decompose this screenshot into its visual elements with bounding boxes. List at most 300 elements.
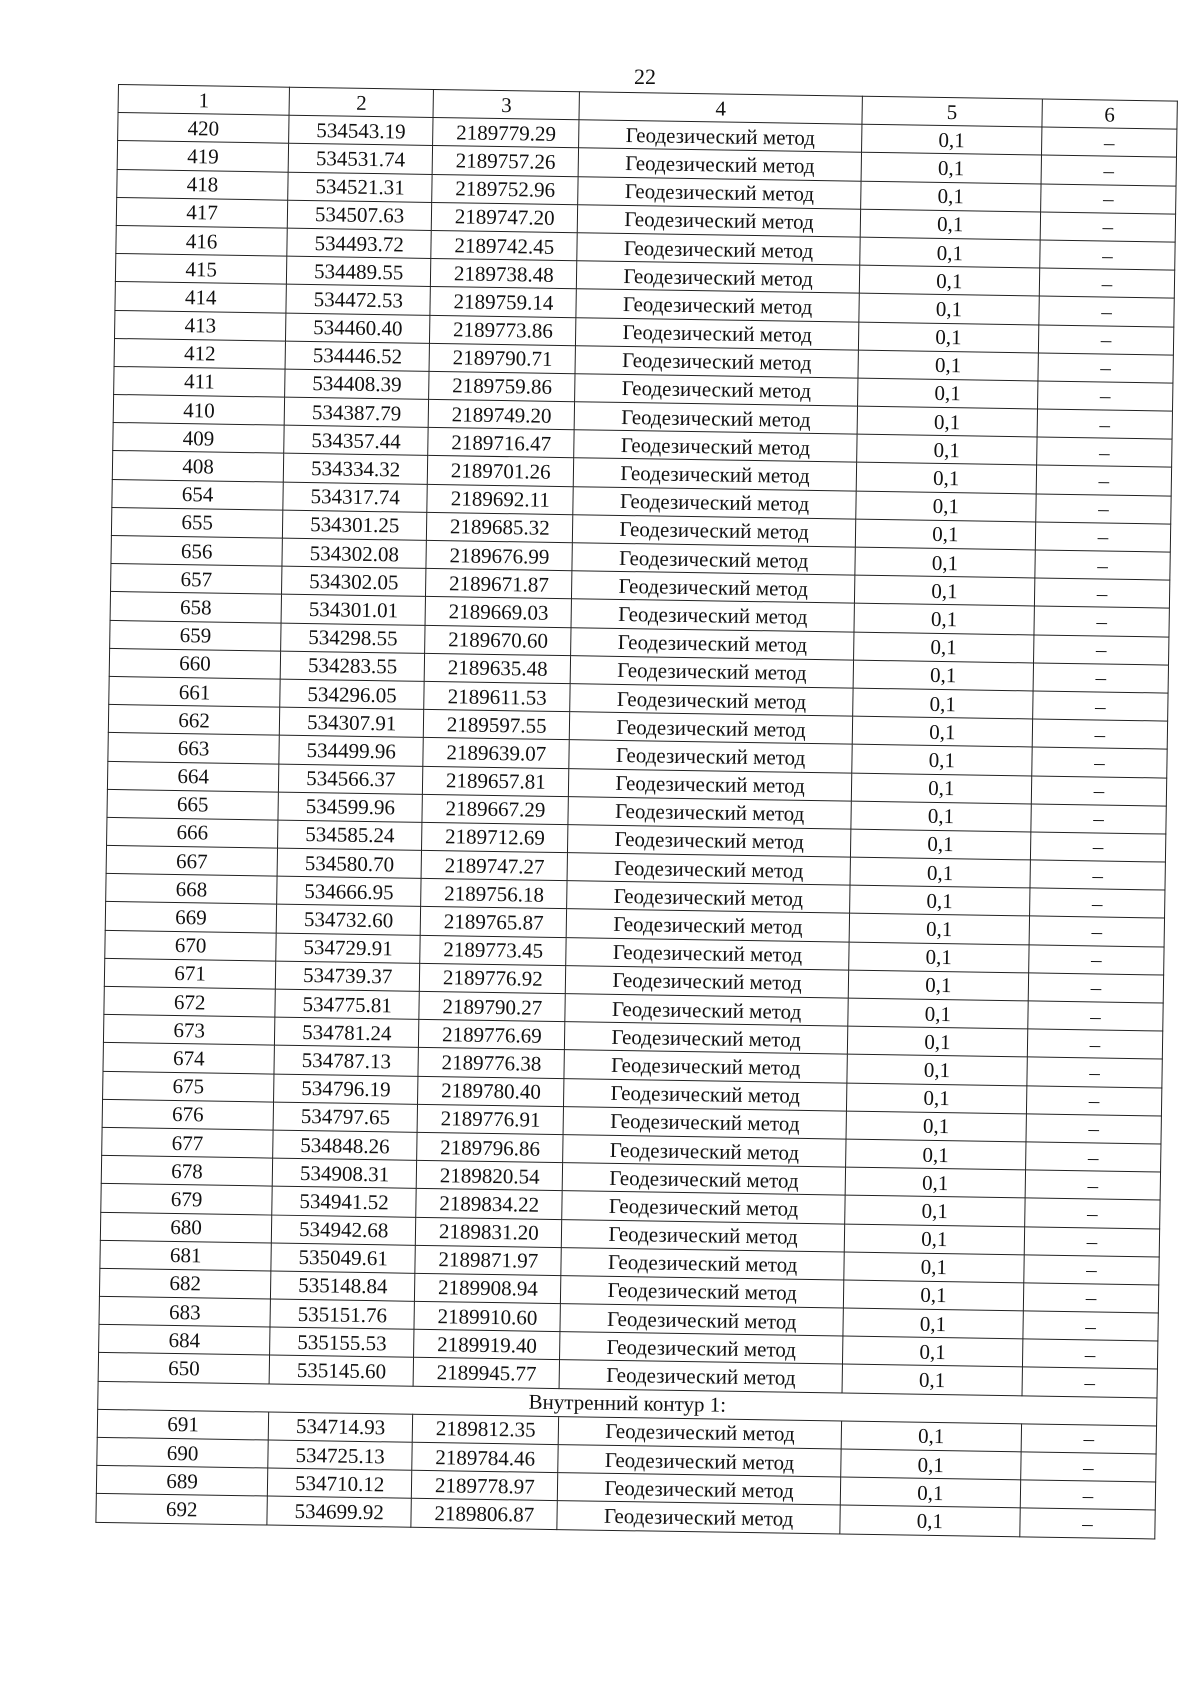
cell-note: – bbox=[1033, 691, 1168, 721]
cell-x-coordinate: 534408.39 bbox=[285, 369, 429, 399]
cell-note: – bbox=[1024, 1255, 1159, 1285]
cell-point-number: 656 bbox=[111, 535, 283, 566]
cell-x-coordinate: 534317.74 bbox=[283, 482, 427, 512]
cell-x-coordinate: 534729.91 bbox=[276, 933, 420, 963]
main-contour-rows bbox=[98, 113, 1177, 1398]
cell-accuracy: 0,1 bbox=[850, 829, 1031, 860]
cell-point-number: 418 bbox=[117, 169, 289, 200]
cell-accuracy: 0,1 bbox=[843, 1280, 1024, 1311]
cell-point-number: 677 bbox=[102, 1127, 274, 1158]
cell-note: – bbox=[1021, 1452, 1156, 1482]
column-header: 4 bbox=[579, 92, 862, 125]
cell-note: – bbox=[1027, 1029, 1162, 1059]
cell-y-coordinate: 2189759.14 bbox=[430, 287, 577, 317]
cell-x-coordinate: 534797.65 bbox=[273, 1102, 417, 1132]
cell-x-coordinate: 534298.55 bbox=[281, 623, 425, 653]
cell-x-coordinate: 534710.12 bbox=[268, 1468, 412, 1498]
cell-y-coordinate: 2189871.97 bbox=[415, 1245, 562, 1275]
cell-accuracy: 0,1 bbox=[860, 181, 1041, 212]
cell-method: Геодезический метод bbox=[575, 374, 858, 407]
cell-y-coordinate: 2189701.26 bbox=[427, 456, 574, 486]
cell-point-number: 419 bbox=[117, 141, 289, 172]
cell-accuracy: 0,1 bbox=[852, 688, 1033, 719]
cell-accuracy: 0,1 bbox=[857, 378, 1038, 409]
cell-accuracy: 0,1 bbox=[853, 632, 1034, 663]
cell-note: – bbox=[1039, 268, 1174, 298]
cell-accuracy: 0,1 bbox=[842, 1364, 1023, 1395]
cell-method: Геодезический метод bbox=[571, 627, 854, 660]
cell-note: – bbox=[1042, 127, 1177, 157]
cell-note: – bbox=[1034, 635, 1169, 665]
cell-note: – bbox=[1036, 465, 1171, 495]
cell-accuracy: 0,1 bbox=[860, 209, 1041, 240]
cell-y-coordinate: 2189776.38 bbox=[418, 1048, 565, 1078]
cell-note: – bbox=[1035, 522, 1170, 552]
cell-y-coordinate: 2189945.77 bbox=[413, 1358, 560, 1388]
cell-accuracy: 0,1 bbox=[848, 970, 1029, 1001]
cell-x-coordinate: 534472.53 bbox=[286, 284, 430, 314]
cell-method: Геодезический метод bbox=[576, 317, 859, 350]
cell-y-coordinate: 2189776.92 bbox=[419, 963, 566, 993]
cell-x-coordinate: 534714.93 bbox=[268, 1412, 412, 1442]
cell-note: – bbox=[1032, 719, 1167, 749]
cell-method: Геодезический метод bbox=[562, 1219, 845, 1252]
cell-note: – bbox=[1040, 240, 1175, 270]
cell-method: Геодезический метод bbox=[564, 1050, 847, 1083]
cell-method: Геодезический метод bbox=[575, 345, 858, 378]
cell-accuracy: 0,1 bbox=[856, 463, 1037, 494]
cell-method: Геодезический метод bbox=[560, 1360, 843, 1393]
cell-y-coordinate: 2189657.81 bbox=[423, 766, 570, 796]
cell-method: Геодезический метод bbox=[579, 120, 862, 153]
cell-note: – bbox=[1024, 1226, 1159, 1256]
cell-accuracy: 0,1 bbox=[844, 1252, 1025, 1283]
cell-note: – bbox=[1034, 578, 1169, 608]
cell-point-number: 670 bbox=[105, 930, 277, 961]
cell-accuracy: 0,1 bbox=[840, 1505, 1021, 1536]
cell-point-number: 658 bbox=[110, 592, 282, 623]
cell-y-coordinate: 2189773.45 bbox=[420, 935, 567, 965]
cell-point-number: 662 bbox=[108, 705, 280, 736]
cell-y-coordinate: 2189834.22 bbox=[416, 1189, 563, 1219]
cell-method: Геодезический метод bbox=[573, 486, 856, 519]
cell-x-coordinate: 534301.25 bbox=[283, 510, 427, 540]
cell-point-number: 409 bbox=[113, 423, 285, 454]
cell-point-number: 674 bbox=[103, 1043, 275, 1074]
cell-accuracy: 0,1 bbox=[840, 1449, 1021, 1480]
cell-note: – bbox=[1035, 550, 1170, 580]
cell-x-coordinate: 534666.95 bbox=[277, 876, 421, 906]
cell-note: – bbox=[1020, 1480, 1155, 1510]
cell-method: Геодезический метод bbox=[565, 994, 848, 1027]
cell-x-coordinate: 534775.81 bbox=[275, 989, 419, 1019]
cell-note: – bbox=[1022, 1367, 1157, 1397]
cell-accuracy: 0,1 bbox=[851, 801, 1032, 832]
cell-method: Геодезический метод bbox=[564, 1078, 847, 1111]
cell-point-number: 675 bbox=[103, 1071, 275, 1102]
cell-accuracy: 0,1 bbox=[859, 265, 1040, 296]
column-header: 2 bbox=[289, 87, 433, 117]
cell-method: Геодезический метод bbox=[563, 1106, 846, 1139]
cell-accuracy: 0,1 bbox=[843, 1308, 1024, 1339]
cell-point-number: 692 bbox=[96, 1494, 268, 1525]
cell-accuracy: 0,1 bbox=[855, 519, 1036, 550]
cell-x-coordinate: 534302.08 bbox=[282, 538, 426, 568]
cell-x-coordinate: 534732.60 bbox=[276, 905, 420, 935]
cell-point-number: 684 bbox=[99, 1325, 271, 1356]
cell-method: Геодезический метод bbox=[574, 430, 857, 463]
cell-note: – bbox=[1020, 1508, 1155, 1538]
cell-point-number: 668 bbox=[106, 874, 278, 905]
cell-method: Геодезический метод bbox=[578, 176, 861, 209]
cell-note: – bbox=[1026, 1114, 1161, 1144]
cell-x-coordinate: 534296.05 bbox=[280, 679, 424, 709]
cell-x-coordinate: 534307.91 bbox=[279, 707, 423, 737]
cell-point-number: 691 bbox=[97, 1409, 269, 1440]
cell-accuracy: 0,1 bbox=[848, 942, 1029, 973]
cell-point-number: 663 bbox=[108, 733, 280, 764]
cell-note: – bbox=[1037, 437, 1172, 467]
cell-y-coordinate: 2189778.97 bbox=[412, 1470, 559, 1500]
cell-point-number: 689 bbox=[96, 1466, 268, 1497]
cell-point-number: 672 bbox=[104, 986, 276, 1017]
cell-method: Геодезический метод bbox=[572, 571, 855, 604]
cell-x-coordinate: 534387.79 bbox=[284, 397, 428, 427]
cell-note: – bbox=[1022, 1339, 1157, 1369]
cell-method: Геодезический метод bbox=[562, 1191, 845, 1224]
cell-method: Геодезический метод bbox=[569, 768, 852, 801]
cell-y-coordinate: 2189780.40 bbox=[418, 1076, 565, 1106]
cell-y-coordinate: 2189752.96 bbox=[432, 174, 579, 204]
cell-method: Геодезический метод bbox=[566, 937, 849, 970]
cell-note: – bbox=[1023, 1283, 1158, 1313]
cell-point-number: 650 bbox=[98, 1353, 270, 1384]
cell-note: – bbox=[1039, 296, 1174, 326]
cell-note: – bbox=[1028, 1001, 1163, 1031]
cell-method: Геодезический метод bbox=[567, 853, 850, 886]
cell-x-coordinate: 535148.84 bbox=[271, 1271, 415, 1301]
cell-x-coordinate: 535151.76 bbox=[270, 1299, 414, 1329]
cell-note: – bbox=[1031, 804, 1166, 834]
cell-accuracy: 0,1 bbox=[856, 491, 1037, 522]
cell-y-coordinate: 2189685.32 bbox=[427, 512, 574, 542]
cell-accuracy: 0,1 bbox=[851, 773, 1032, 804]
cell-y-coordinate: 2189611.53 bbox=[424, 681, 571, 711]
cell-y-coordinate: 2189639.07 bbox=[423, 738, 570, 768]
cell-x-coordinate: 534493.72 bbox=[287, 228, 431, 258]
cell-point-number: 681 bbox=[100, 1240, 272, 1271]
cell-x-coordinate: 534460.40 bbox=[286, 313, 430, 343]
cell-y-coordinate: 2189919.40 bbox=[414, 1330, 561, 1360]
cell-x-coordinate: 534301.01 bbox=[281, 595, 425, 625]
cell-y-coordinate: 2189796.86 bbox=[417, 1132, 564, 1162]
cell-accuracy: 0,1 bbox=[846, 1083, 1027, 1114]
cell-accuracy: 0,1 bbox=[849, 885, 1030, 916]
cell-x-coordinate: 534585.24 bbox=[278, 820, 422, 850]
cell-x-coordinate: 534787.13 bbox=[274, 1045, 418, 1075]
cell-y-coordinate: 2189756.18 bbox=[421, 879, 568, 909]
cell-x-coordinate: 534796.19 bbox=[274, 1074, 418, 1104]
cell-y-coordinate: 2189597.55 bbox=[423, 710, 570, 740]
cell-point-number: 412 bbox=[114, 338, 286, 369]
cell-accuracy: 0,1 bbox=[861, 124, 1042, 155]
cell-method: Геодезический метод bbox=[569, 740, 852, 773]
cell-method: Геодезический метод bbox=[578, 204, 861, 237]
cell-method: Геодезический метод bbox=[558, 1445, 841, 1478]
cell-x-coordinate: 534283.55 bbox=[280, 651, 424, 681]
cell-point-number: 679 bbox=[101, 1184, 273, 1215]
cell-x-coordinate: 534302.05 bbox=[282, 566, 426, 596]
cell-accuracy: 0,1 bbox=[858, 350, 1039, 381]
cell-note: – bbox=[1026, 1085, 1161, 1115]
cell-y-coordinate: 2189716.47 bbox=[428, 428, 575, 458]
cell-method: Геодезический метод bbox=[563, 1163, 846, 1196]
cell-accuracy: 0,1 bbox=[849, 914, 1030, 945]
cell-y-coordinate: 2189776.69 bbox=[419, 1020, 566, 1050]
cell-y-coordinate: 2189749.20 bbox=[428, 399, 575, 429]
cell-method: Геодезический метод bbox=[570, 712, 853, 745]
cell-x-coordinate: 534908.31 bbox=[272, 1158, 416, 1188]
page-number: 22 bbox=[634, 64, 656, 89]
cell-point-number: 676 bbox=[102, 1099, 274, 1130]
cell-note: – bbox=[1028, 973, 1163, 1003]
cell-x-coordinate: 534942.68 bbox=[272, 1215, 416, 1245]
cell-y-coordinate: 2189910.60 bbox=[414, 1301, 561, 1331]
cell-accuracy: 0,1 bbox=[840, 1477, 1021, 1508]
cell-y-coordinate: 2189670.60 bbox=[425, 625, 572, 655]
cell-x-coordinate: 534334.32 bbox=[283, 454, 427, 484]
cell-note: – bbox=[1026, 1142, 1161, 1172]
cell-y-coordinate: 2189747.20 bbox=[431, 202, 578, 232]
cell-point-number: 657 bbox=[111, 564, 283, 595]
cell-y-coordinate: 2189790.27 bbox=[419, 991, 566, 1021]
column-header: 3 bbox=[433, 89, 580, 119]
cell-x-coordinate: 535145.60 bbox=[269, 1355, 413, 1385]
cell-note: – bbox=[1041, 184, 1176, 214]
cell-note: – bbox=[1038, 381, 1173, 411]
cell-point-number: 411 bbox=[114, 366, 286, 397]
cell-x-coordinate: 534599.96 bbox=[278, 792, 422, 822]
cell-method: Геодезический метод bbox=[577, 233, 860, 266]
cell-y-coordinate: 2189676.99 bbox=[426, 540, 573, 570]
cell-point-number: 420 bbox=[118, 113, 290, 144]
cell-note: – bbox=[1029, 945, 1164, 975]
cell-x-coordinate: 534489.55 bbox=[287, 256, 431, 286]
cell-accuracy: 0,1 bbox=[844, 1224, 1025, 1255]
cell-point-number: 667 bbox=[106, 845, 278, 876]
cell-x-coordinate: 534531.74 bbox=[288, 144, 432, 174]
inner-contour-rows bbox=[96, 1409, 1157, 1538]
cell-accuracy: 0,1 bbox=[844, 1195, 1025, 1226]
cell-point-number: 654 bbox=[112, 479, 284, 510]
cell-x-coordinate: 534739.37 bbox=[276, 961, 420, 991]
cell-point-number: 414 bbox=[115, 282, 287, 313]
cell-method: Геодезический метод bbox=[573, 515, 856, 548]
cell-y-coordinate: 2189671.87 bbox=[426, 569, 573, 599]
cell-note: – bbox=[1032, 747, 1167, 777]
cell-x-coordinate: 534499.96 bbox=[279, 735, 423, 765]
cell-y-coordinate: 2189747.27 bbox=[421, 850, 568, 880]
cell-method: Геодезический метод bbox=[561, 1275, 844, 1308]
cell-note: – bbox=[1036, 494, 1171, 524]
cell-x-coordinate: 534446.52 bbox=[285, 341, 429, 371]
cell-point-number: 683 bbox=[99, 1296, 271, 1327]
cell-method: Геодезический метод bbox=[561, 1247, 844, 1280]
cell-note: – bbox=[1037, 409, 1172, 439]
cell-point-number: 671 bbox=[104, 958, 276, 989]
cell-note: – bbox=[1021, 1424, 1156, 1454]
cell-method: Геодезический метод bbox=[566, 965, 849, 998]
cell-point-number: 655 bbox=[111, 507, 283, 538]
cell-y-coordinate: 2189759.86 bbox=[429, 371, 576, 401]
cell-accuracy: 0,1 bbox=[845, 1167, 1026, 1198]
cell-point-number: 669 bbox=[105, 902, 277, 933]
cell-method: Геодезический метод bbox=[567, 881, 850, 914]
cell-point-number: 664 bbox=[107, 761, 279, 792]
cell-accuracy: 0,1 bbox=[858, 322, 1039, 353]
cell-method: Геодезический метод bbox=[577, 261, 860, 294]
cell-x-coordinate: 535155.53 bbox=[270, 1327, 414, 1357]
cell-point-number: 413 bbox=[115, 310, 287, 341]
cell-point-number: 415 bbox=[115, 254, 287, 285]
cell-accuracy: 0,1 bbox=[853, 660, 1034, 691]
cell-x-coordinate: 534781.24 bbox=[275, 1017, 419, 1047]
cell-y-coordinate: 2189757.26 bbox=[432, 146, 579, 176]
cell-point-number: 690 bbox=[97, 1437, 269, 1468]
cell-point-number: 408 bbox=[112, 451, 284, 482]
cell-accuracy: 0,1 bbox=[855, 547, 1036, 578]
cell-method: Геодезический метод bbox=[579, 148, 862, 181]
cell-note: – bbox=[1030, 832, 1165, 862]
cell-note: – bbox=[1027, 1057, 1162, 1087]
cell-accuracy: 0,1 bbox=[847, 1026, 1028, 1057]
cell-method: Геодезический метод bbox=[575, 402, 858, 435]
cell-accuracy: 0,1 bbox=[852, 744, 1033, 775]
cell-x-coordinate: 534566.37 bbox=[279, 764, 423, 794]
cell-y-coordinate: 2189738.48 bbox=[431, 259, 578, 289]
cell-y-coordinate: 2189669.03 bbox=[425, 597, 572, 627]
cell-method: Геодезический метод bbox=[559, 1416, 842, 1449]
cell-accuracy: 0,1 bbox=[859, 293, 1040, 324]
cell-point-number: 660 bbox=[109, 648, 281, 679]
cell-y-coordinate: 2189820.54 bbox=[416, 1160, 563, 1190]
cell-accuracy: 0,1 bbox=[845, 1139, 1026, 1170]
cell-y-coordinate: 2189742.45 bbox=[431, 230, 578, 260]
column-header: 5 bbox=[862, 96, 1043, 127]
cell-y-coordinate: 2189806.87 bbox=[411, 1499, 558, 1529]
cell-accuracy: 0,1 bbox=[861, 153, 1042, 184]
cell-x-coordinate: 534357.44 bbox=[284, 425, 428, 455]
cell-point-number: 682 bbox=[99, 1268, 271, 1299]
cell-accuracy: 0,1 bbox=[848, 998, 1029, 1029]
cell-note: – bbox=[1038, 324, 1173, 354]
cell-point-number: 410 bbox=[113, 395, 285, 426]
cell-method: Геодезический метод bbox=[576, 289, 859, 322]
cell-y-coordinate: 2189790.71 bbox=[429, 343, 576, 373]
cell-note: – bbox=[1033, 663, 1168, 693]
cell-accuracy: 0,1 bbox=[854, 604, 1035, 635]
cell-y-coordinate: 2189773.86 bbox=[430, 315, 577, 345]
cell-note: – bbox=[1029, 916, 1164, 946]
cell-note: – bbox=[1030, 888, 1165, 918]
cell-accuracy: 0,1 bbox=[854, 575, 1035, 606]
cell-point-number: 665 bbox=[107, 789, 279, 820]
cell-accuracy: 0,1 bbox=[857, 406, 1038, 437]
cell-point-number: 673 bbox=[103, 1015, 275, 1046]
cell-accuracy: 0,1 bbox=[856, 434, 1037, 465]
cell-point-number: 417 bbox=[116, 197, 288, 228]
cell-x-coordinate: 534580.70 bbox=[277, 848, 421, 878]
cell-method: Геодезический метод bbox=[563, 1135, 846, 1168]
cell-point-number: 661 bbox=[109, 676, 281, 707]
cell-accuracy: 0,1 bbox=[842, 1336, 1023, 1367]
cell-x-coordinate: 534725.13 bbox=[268, 1440, 412, 1470]
cell-method: Геодезический метод bbox=[567, 909, 850, 942]
cell-point-number: 416 bbox=[116, 225, 288, 256]
coordinates-table bbox=[95, 84, 1177, 1539]
column-header: 6 bbox=[1042, 99, 1177, 129]
cell-note: – bbox=[1023, 1311, 1158, 1341]
cell-accuracy: 0,1 bbox=[847, 1054, 1028, 1085]
cell-method: Геодезический метод bbox=[571, 655, 854, 688]
cell-point-number: 666 bbox=[107, 817, 279, 848]
cell-y-coordinate: 2189765.87 bbox=[420, 907, 567, 937]
cell-point-number: 678 bbox=[101, 1156, 273, 1187]
cell-accuracy: 0,1 bbox=[850, 857, 1031, 888]
cell-y-coordinate: 2189779.29 bbox=[433, 118, 580, 148]
cell-note: – bbox=[1041, 155, 1176, 185]
cell-y-coordinate: 2189784.46 bbox=[412, 1442, 559, 1472]
cell-method: Геодезический метод bbox=[570, 684, 853, 717]
cell-accuracy: 0,1 bbox=[859, 237, 1040, 268]
cell-y-coordinate: 2189908.94 bbox=[415, 1273, 562, 1303]
cell-x-coordinate: 534699.92 bbox=[267, 1496, 411, 1526]
cell-y-coordinate: 2189812.35 bbox=[412, 1414, 559, 1444]
cell-method: Геодезический метод bbox=[572, 543, 855, 576]
cell-note: – bbox=[1030, 860, 1165, 890]
cell-note: – bbox=[1038, 353, 1173, 383]
cell-point-number: 680 bbox=[100, 1212, 272, 1243]
cell-method: Геодезический метод bbox=[571, 599, 854, 632]
cell-note: – bbox=[1031, 775, 1166, 805]
cell-x-coordinate: 534521.31 bbox=[288, 172, 432, 202]
cell-x-coordinate: 534941.52 bbox=[272, 1186, 416, 1216]
cell-method: Геодезический метод bbox=[568, 825, 851, 858]
cell-method: Геодезический метод bbox=[558, 1473, 841, 1506]
cell-y-coordinate: 2189712.69 bbox=[422, 822, 569, 852]
column-header: 1 bbox=[118, 85, 290, 116]
cell-y-coordinate: 2189776.91 bbox=[417, 1104, 564, 1134]
cell-y-coordinate: 2189635.48 bbox=[424, 653, 571, 683]
cell-y-coordinate: 2189692.11 bbox=[427, 484, 574, 514]
cell-accuracy: 0,1 bbox=[841, 1421, 1022, 1452]
cell-y-coordinate: 2189831.20 bbox=[415, 1217, 562, 1247]
cell-method: Геодезический метод bbox=[560, 1304, 843, 1337]
cell-x-coordinate: 534848.26 bbox=[273, 1130, 417, 1160]
cell-x-coordinate: 534507.63 bbox=[287, 200, 431, 230]
cell-accuracy: 0,1 bbox=[846, 1111, 1027, 1142]
cell-method: Геодезический метод bbox=[565, 1022, 848, 1055]
inner-contour-title: Внутренний контур 1: bbox=[98, 1381, 1157, 1426]
cell-x-coordinate: 535049.61 bbox=[271, 1243, 415, 1273]
cell-method: Геодезический метод bbox=[557, 1501, 840, 1534]
cell-point-number: 659 bbox=[110, 620, 282, 651]
cell-y-coordinate: 2189667.29 bbox=[422, 794, 569, 824]
cell-note: – bbox=[1040, 212, 1175, 242]
cell-note: – bbox=[1025, 1170, 1160, 1200]
cell-x-coordinate: 534543.19 bbox=[289, 115, 433, 145]
cell-accuracy: 0,1 bbox=[852, 716, 1033, 747]
